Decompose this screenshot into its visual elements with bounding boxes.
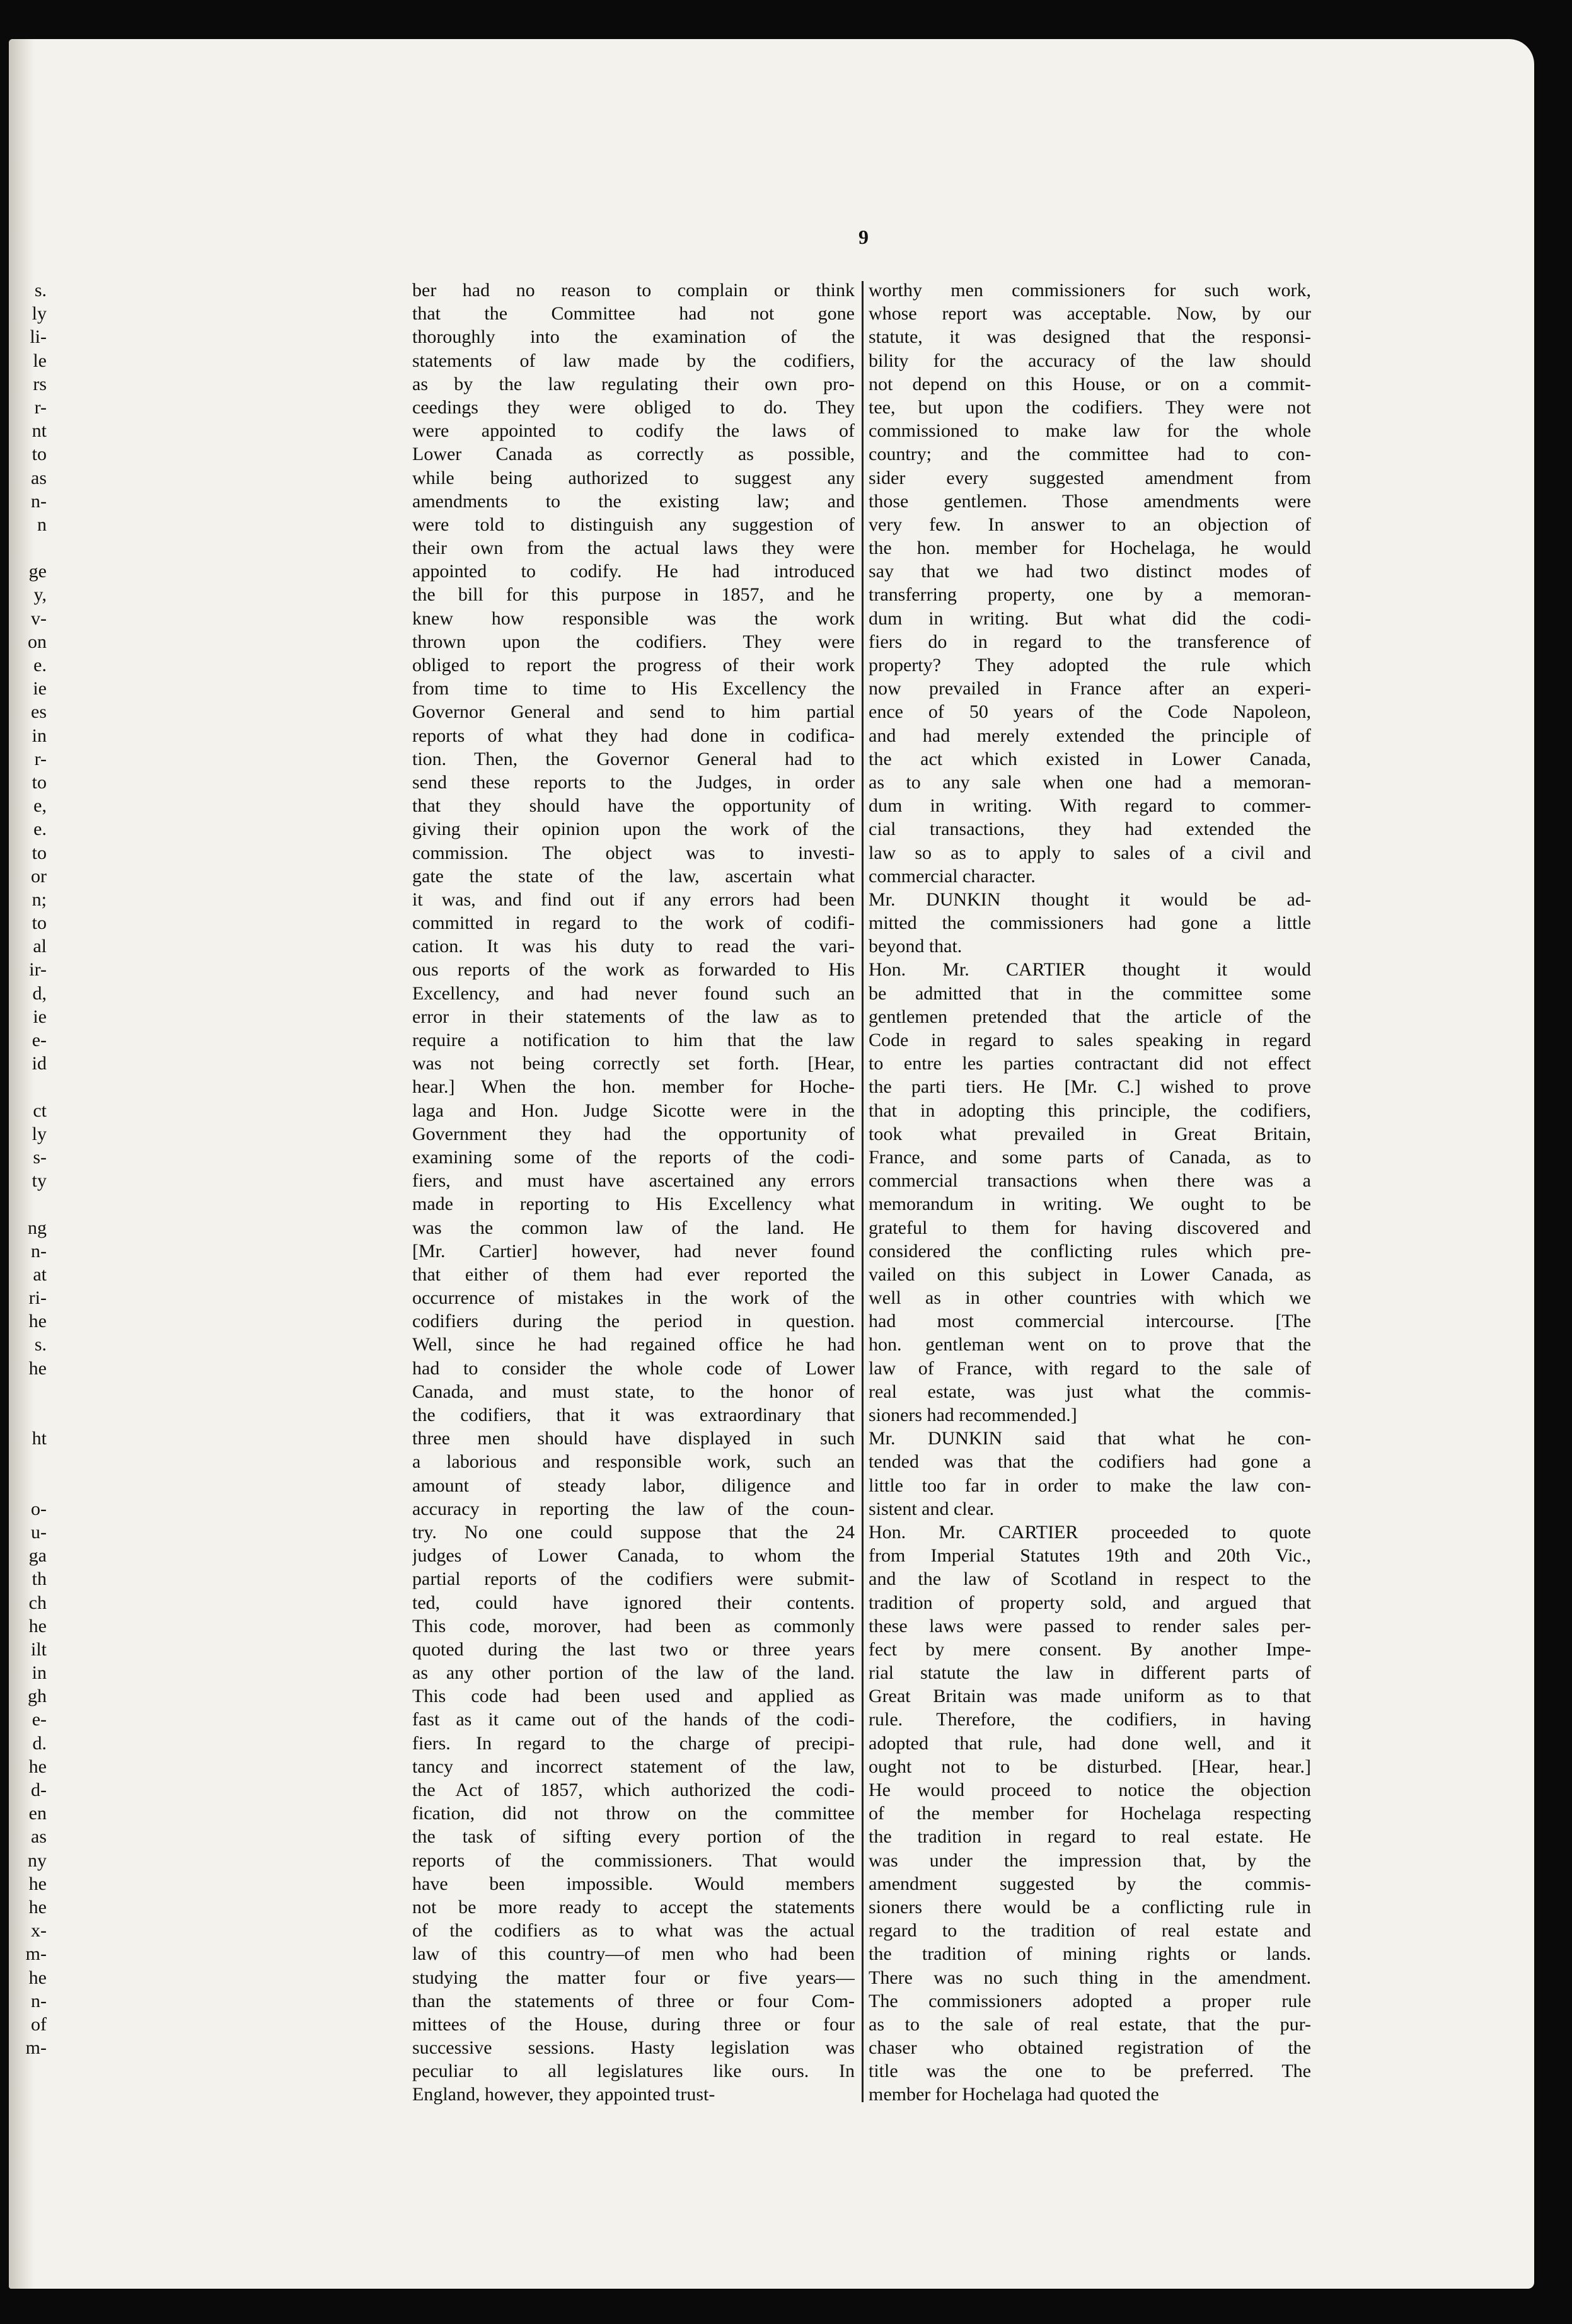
margin-fragment: en xyxy=(28,1803,47,1824)
right-column-line: considered the conflicting rules which pre- xyxy=(869,1240,1311,1262)
right-column-line: vailed on this subject in Lower Canada, as xyxy=(869,1263,1311,1285)
margin-fragment: he xyxy=(28,1967,47,1988)
margin-fragment: ty xyxy=(32,1170,47,1192)
left-column-line: examining some of the reports of the codi- xyxy=(412,1146,855,1168)
left-column-line: of the codifiers as to what was the actual xyxy=(412,1920,855,1941)
right-column-line: mitted the commissioners had gone a little xyxy=(869,912,1311,934)
text-column-left xyxy=(412,279,855,2107)
margin-fragment xyxy=(9,1075,47,1098)
right-column-line: the parti tiers. He [Mr. C.] wished to prove xyxy=(869,1076,1311,1098)
right-column-line: whose report was acceptable. Now, by our xyxy=(869,303,1311,325)
margin-fragment: ga xyxy=(28,1545,47,1567)
right-column-line: adopted that rule, had done well, and it xyxy=(869,1732,1311,1754)
right-column-line: tee, but upon the codifiers. They were not xyxy=(869,396,1311,418)
margin-fragment: ch xyxy=(28,1592,47,1613)
right-column-line: rule. Therefore, the codifiers, in having xyxy=(869,1709,1311,1730)
left-column-line: tancy and incorrect statement of the law, xyxy=(412,1756,855,1777)
right-column-line: now prevailed in France after an experi- xyxy=(869,678,1311,699)
margin-fragment: es xyxy=(31,701,47,723)
right-column-line: regard to the tradition of real estate and xyxy=(869,1920,1311,1941)
margin-fragment xyxy=(9,1192,47,1216)
left-column-line: successive sessions. Hasty legislation was xyxy=(412,2037,855,2059)
left-column-line: law of this country—of men who had been xyxy=(412,1943,855,1965)
margin-fragment: ir- xyxy=(29,959,47,981)
right-column-line: sioners there would be a conflicting rule in xyxy=(869,1896,1311,1918)
right-column-line: sider every suggested amendment from xyxy=(869,467,1311,488)
right-column-line: to entre les parties contractant did not effect xyxy=(869,1053,1311,1074)
right-column-line: very few. In answer to an objection of xyxy=(869,514,1311,535)
right-column-line: the act which existed in Lower Canada, xyxy=(869,748,1311,769)
margin-fragment: e, xyxy=(33,795,47,817)
left-column-line: Canada, and must state, to the honor of xyxy=(412,1381,855,1402)
right-column-line: dum in writing. With regard to commer- xyxy=(869,795,1311,817)
left-column-line: fiers, and must have ascertained any errors xyxy=(412,1170,855,1192)
margin-fragment: ng xyxy=(28,1217,47,1238)
margin-fragment: e- xyxy=(32,1709,47,1730)
right-column-line: the hon. member for Hochelaga, he would xyxy=(869,538,1311,559)
margin-fragment: s- xyxy=(33,1146,47,1168)
page-number: 9 xyxy=(858,226,869,248)
left-column-line: tion. Then, the Governor General had to xyxy=(412,748,855,769)
right-column-line: hon. gentleman went on to prove that the xyxy=(869,1334,1311,1355)
right-column-line: these laws were passed to render sales per- xyxy=(869,1615,1311,1637)
left-column-line: as any other portion of the law of the land. xyxy=(412,1662,855,1684)
right-column-line: commissioned to make law for the whole xyxy=(869,420,1311,442)
left-column-line: their own from the actual laws they were xyxy=(412,538,855,559)
margin-fragment: u- xyxy=(31,1521,47,1543)
right-column-line: Hon. Mr. CARTIER thought it would xyxy=(869,959,1311,981)
left-column-line: statements of law made by the codifiers, xyxy=(412,350,855,371)
right-column-line: Hon. Mr. CARTIER proceeded to quote xyxy=(869,1521,1311,1543)
left-column-line: [Mr. Cartier] however, had never found xyxy=(412,1240,855,1262)
left-column-line: studying the matter four or five years— xyxy=(412,1967,855,1988)
left-column-line: try. No one could suppose that the 24 xyxy=(412,1521,855,1543)
right-column-line: sioners had recommended.] xyxy=(869,1405,1077,1425)
margin-fragment: gh xyxy=(28,1686,47,1707)
right-column-line: gentlemen pretended that the article of the xyxy=(869,1006,1311,1027)
margin-fragment: ct xyxy=(33,1100,47,1121)
right-column-line: real estate, was just what the commis- xyxy=(869,1381,1311,1402)
margin-fragment: ly xyxy=(32,303,47,325)
margin-fragment: n xyxy=(37,514,47,535)
left-column-line: the codifiers, that it was extraordinary that xyxy=(412,1405,855,1425)
right-column-line: well as in other countries with which we xyxy=(869,1287,1311,1309)
margin-fragment: r- xyxy=(34,396,47,418)
right-column-line: There was no such thing in the amendment. xyxy=(869,1967,1311,1988)
margin-fragment: ri- xyxy=(28,1287,47,1309)
left-column-line: occurrence of mistakes in the work of the xyxy=(412,1287,855,1309)
left-column-line: require a notification to him that the law xyxy=(412,1030,855,1050)
left-column-line: gate the state of the law, ascertain what xyxy=(412,865,855,887)
margin-fragment: d, xyxy=(32,982,47,1004)
left-column-line: that the Committee had not gone xyxy=(412,303,855,325)
margin-fragment: m- xyxy=(25,1943,47,1965)
margin-fragment: ny xyxy=(28,1849,47,1871)
left-column-line: while being authorized to suggest any xyxy=(412,467,855,488)
left-column-line: the bill for this purpose in 1857, and he xyxy=(412,584,855,606)
margin-fragment: ht xyxy=(32,1428,47,1449)
left-column-line: were appointed to codify the laws of xyxy=(412,420,855,442)
left-column-line: appointed to codify. He had introduced xyxy=(412,561,855,582)
left-column-line: Excellency, and had never found such an xyxy=(412,982,855,1004)
right-column-line: as to any sale when one had a memoran- xyxy=(869,771,1311,793)
left-column-line: three men should have displayed in such xyxy=(412,1428,855,1449)
right-column-line: that in adopting this principle, the codifiers, xyxy=(869,1100,1311,1121)
left-column-line: accuracy in reporting the law of the coun- xyxy=(412,1498,855,1519)
margin-fragment: he xyxy=(28,1615,47,1637)
margin-fragment: ly xyxy=(32,1123,47,1144)
left-column-line: codifiers during the period in question. xyxy=(412,1311,855,1332)
margin-fragment: or xyxy=(31,865,47,887)
right-column-line: as to the sale of real estate, that the pur- xyxy=(869,2013,1311,2035)
left-column-line: was the common law of the land. He xyxy=(412,1217,855,1238)
margin-fragment: to xyxy=(32,842,47,863)
right-column-line: say that we had two distinct modes of xyxy=(869,561,1311,582)
left-column-line: that either of them had ever reported the xyxy=(412,1263,855,1285)
right-column-line: memorandum in writing. We ought to be xyxy=(869,1194,1311,1215)
left-column-line: fication, did not throw on the committee xyxy=(412,1803,855,1824)
margin-fragment: n- xyxy=(31,1990,47,2011)
margin-fragment xyxy=(9,1450,47,1473)
margin-fragment: s. xyxy=(34,280,47,301)
left-column-line: obliged to report the progress of their work xyxy=(412,655,855,676)
left-column-line: knew how responsible was the work xyxy=(412,607,855,629)
left-column-line: than the statements of three or four Com- xyxy=(412,1990,855,2011)
right-column-line: bility for the accuracy of the law should xyxy=(869,350,1311,371)
right-column-line: amendment suggested by the commis- xyxy=(869,1873,1311,1894)
right-column-line: those gentlemen. Those amendments were xyxy=(869,490,1311,512)
right-column-line: statute, it was designed that the responsi- xyxy=(869,326,1311,348)
right-column-line: worthy men commissioners for such work, xyxy=(869,280,1311,301)
margin-fragment: th xyxy=(32,1568,47,1590)
right-column-line: law of France, with regard to the sale of xyxy=(869,1357,1311,1379)
left-column-line: made in reporting to His Excellency what xyxy=(412,1194,855,1215)
right-column-line: not depend on this House, or on a commit- xyxy=(869,373,1311,394)
margin-fragment xyxy=(9,1474,47,1497)
margin-fragment: id xyxy=(32,1053,47,1074)
left-column-line: were told to distinguish any suggestion of xyxy=(412,514,855,535)
right-column-line: tended was that the codifiers had gone a xyxy=(869,1451,1311,1473)
right-column-line: Great Britain was made uniform as to that xyxy=(869,1686,1311,1707)
margin-fragment: e. xyxy=(33,819,47,840)
margin-fragment: le xyxy=(33,350,47,371)
left-column-line: thoroughly into the examination of the xyxy=(412,326,855,348)
margin-fragment: e- xyxy=(32,1030,47,1050)
left-column-line: fiers. In regard to the charge of precipi- xyxy=(412,1732,855,1754)
right-column-line: from Imperial Statutes 19th and 20th Vic., xyxy=(869,1545,1311,1567)
right-column-line: fiers do in regard to the transference of xyxy=(869,631,1311,652)
left-column-line: ous reports of the work as forwarded to His xyxy=(412,959,855,981)
left-column-line: have been impossible. Would members xyxy=(412,1873,855,1894)
left-column-line: reports of the commissioners. That would xyxy=(412,1849,855,1871)
right-column-line: little too far in order to make the law con- xyxy=(869,1475,1311,1496)
left-column-line: Well, since he had regained office he had xyxy=(412,1334,855,1355)
left-column-line: judges of Lower Canada, to whom the xyxy=(412,1545,855,1567)
left-column-line: ceedings they were obliged to do. They xyxy=(412,396,855,418)
right-column-line: member for Hochelaga had quoted the xyxy=(869,2084,1159,2105)
left-column-line: had to consider the whole code of Lower xyxy=(412,1357,855,1379)
margin-fragment: in xyxy=(32,1662,47,1684)
margin-fragment: ie xyxy=(33,1006,47,1027)
left-column-line: that they should have the opportunity of xyxy=(412,795,855,817)
left-column-line: send these reports to the Judges, in order xyxy=(412,771,855,793)
left-column-line: from time to time to His Excellency the xyxy=(412,678,855,699)
left-column-line: as by the law regulating their own pro- xyxy=(412,373,855,394)
margin-fragment: n- xyxy=(31,490,47,512)
left-column-line: giving their opinion upon the work of the xyxy=(412,819,855,840)
left-column-line: not be more ready to accept the statements xyxy=(412,1896,855,1918)
margin-fragment: ilt xyxy=(30,1638,47,1660)
right-column-line: sistent and clear. xyxy=(869,1498,995,1519)
right-column-line: transferring property, one by a memoran- xyxy=(869,584,1311,606)
left-column-line: England, however, they appointed trust- xyxy=(412,2084,715,2105)
right-column-line: dum in writing. But what did the codi- xyxy=(869,607,1311,629)
right-column-line: chaser who obtained registration of the xyxy=(869,2037,1311,2059)
margin-fragment: n; xyxy=(32,889,47,910)
margin-fragment: n- xyxy=(31,1240,47,1262)
right-column-line: was under the impression that, by the xyxy=(869,1849,1311,1871)
left-column-line: This code had been used and applied as xyxy=(412,1686,855,1707)
right-column-line: took what prevailed in Great Britain, xyxy=(869,1123,1311,1144)
margin-fragment: v- xyxy=(31,607,47,629)
margin-fragment: he xyxy=(28,1873,47,1894)
left-column-line: reports of what they had done in codifica- xyxy=(412,725,855,746)
right-column-line: commercial character. xyxy=(869,865,1036,887)
right-column-line: Mr. DUNKIN said that what he con- xyxy=(869,1428,1311,1449)
margin-fragment: m- xyxy=(25,2037,47,2059)
right-column-line: be admitted that in the committee some xyxy=(869,982,1311,1004)
left-column-line: commission. The object was to investi- xyxy=(412,842,855,863)
left-column-line: the task of sifting every portion of the xyxy=(412,1826,855,1848)
margin-fragment: of xyxy=(31,2013,47,2035)
left-column-line: ber had no reason to complain or think xyxy=(412,280,855,301)
margin-fragment: to xyxy=(32,771,47,793)
text-column-right xyxy=(869,279,1311,2107)
right-column-line: ence of 50 years of the Code Napoleon, xyxy=(869,701,1311,723)
right-column-line: country; and the committee had to con- xyxy=(869,444,1311,465)
right-column-line: law so as to apply to sales of a civil and xyxy=(869,842,1311,863)
margin-fragment: ge xyxy=(28,561,47,582)
margin-fragment: on xyxy=(28,631,47,652)
left-column-line: hear.] When the hon. member for Hoche- xyxy=(412,1076,855,1098)
left-column-line: partial reports of the codifiers were submit- xyxy=(412,1568,855,1590)
margin-fragment xyxy=(9,1403,47,1427)
left-column-line: a laborious and responsible work, such an xyxy=(412,1451,855,1473)
right-column-line: He would proceed to notice the objection xyxy=(869,1780,1311,1800)
margin-fragment: to xyxy=(32,912,47,934)
right-column-line: and the law of Scotland in respect to the xyxy=(869,1568,1311,1590)
left-column-line: thrown upon the codifiers. They were xyxy=(412,631,855,652)
left-column-line: laga and Hon. Judge Sicotte were in the xyxy=(412,1100,855,1121)
margin-fragment: e. xyxy=(33,655,47,676)
left-column-line: committed in regard to the work of codifi- xyxy=(412,912,855,934)
margin-fragment: at xyxy=(33,1263,47,1285)
right-column-line: tradition of property sold, and argued that xyxy=(869,1592,1311,1613)
right-column-line: had most commercial intercourse. [The xyxy=(869,1311,1311,1332)
margin-fragment: he xyxy=(28,1896,47,1918)
margin-fragment: to xyxy=(32,444,47,465)
column-divider xyxy=(862,281,864,2102)
right-column-line: fect by mere consent. By another Impe- xyxy=(869,1638,1311,1660)
right-column-line: of the member for Hochelaga respecting xyxy=(869,1803,1311,1824)
margin-fragment: rs xyxy=(33,373,47,394)
right-column-line: Code in regard to sales speaking in regard xyxy=(869,1030,1311,1050)
margin-fragment: ie xyxy=(33,678,47,699)
left-column-line: amendments to the existing law; and xyxy=(412,490,855,512)
left-column-line: was not being correctly set forth. [Hear, xyxy=(412,1053,855,1074)
margin-fragment xyxy=(9,1380,47,1403)
margin-fragment: y, xyxy=(33,584,47,606)
left-column-line: Government they had the opportunity of xyxy=(412,1123,855,1144)
right-column-line: cial transactions, they had extended the xyxy=(869,819,1311,840)
margin-fragment: d- xyxy=(31,1780,47,1800)
margin-fragment: he xyxy=(28,1756,47,1777)
left-column-line: cation. It was his duty to read the vari- xyxy=(412,936,855,957)
right-column-line: The commissioners adopted a proper rule xyxy=(869,1990,1311,2011)
left-column-line: Governor General and send to him partial xyxy=(412,701,855,723)
margin-fragment: s. xyxy=(34,1334,47,1355)
right-column-line: commercial transactions when there was a xyxy=(869,1170,1311,1192)
right-column-line: grateful to them for having discovered and xyxy=(869,1217,1311,1238)
margin-fragment xyxy=(9,536,47,560)
margin-fragment: li- xyxy=(30,326,47,348)
left-column-line: amount of steady labor, diligence and xyxy=(412,1475,855,1496)
left-column-line: it was, and find out if any errors had been xyxy=(412,889,855,910)
margin-fragment: in xyxy=(32,725,47,746)
left-column-line: mittees of the House, during three or four xyxy=(412,2013,855,2035)
left-column-line: the Act of 1857, which authorized the codi- xyxy=(412,1780,855,1800)
margin-fragment: o- xyxy=(31,1498,47,1519)
right-column-line: ought not to be disturbed. [Hear, hear.] xyxy=(869,1756,1311,1777)
margin-fragment: al xyxy=(33,936,47,957)
right-column-line: and had merely extended the principle of xyxy=(869,725,1311,746)
margin-fragment: he xyxy=(28,1357,47,1379)
margin-fragment: nt xyxy=(32,420,47,442)
margin-fragment: as xyxy=(31,467,47,488)
right-column-line: title was the one to be preferred. The xyxy=(869,2061,1311,2082)
paper-sheet xyxy=(9,39,1534,2289)
left-column-line: Lower Canada as correctly as possible, xyxy=(412,444,855,465)
margin-fragment: x- xyxy=(31,1920,47,1941)
right-column-line: the tradition in regard to real estate. He xyxy=(869,1826,1311,1848)
left-column-line: quoted during the last two or three years xyxy=(412,1638,855,1660)
left-column-line: peculiar to all legislatures like ours. In xyxy=(412,2061,855,2082)
left-column-line: fast as it came out of the hands of the codi- xyxy=(412,1709,855,1730)
margin-fragment: he xyxy=(28,1311,47,1332)
right-column-line: France, and some parts of Canada, as to xyxy=(869,1146,1311,1168)
right-column-line: beyond that. xyxy=(869,936,962,957)
left-column-line: ted, could have ignored their contents. xyxy=(412,1592,855,1613)
margin-fragment: as xyxy=(31,1826,47,1848)
margin-fragment: d. xyxy=(32,1732,47,1754)
right-column-line: property? They adopted the rule which xyxy=(869,655,1311,676)
right-column-line: Mr. DUNKIN thought it would be ad- xyxy=(869,889,1311,910)
left-column-line: This code, morover, had been as commonly xyxy=(412,1615,855,1637)
previous-page-fragments xyxy=(9,279,47,2059)
right-column-line: rial statute the law in different parts of xyxy=(869,1662,1311,1684)
right-column-line: the tradition of mining rights or lands. xyxy=(869,1943,1311,1965)
margin-fragment: r- xyxy=(34,748,47,769)
left-column-line: error in their statements of the law as to xyxy=(412,1006,855,1027)
